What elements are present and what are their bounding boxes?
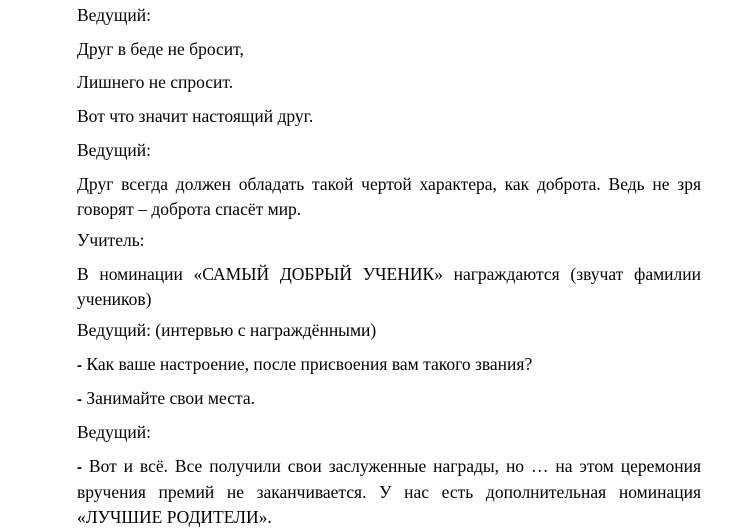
speaker-label <box>77 138 151 163</box>
paragraph-text: Ведущий: (интервью с награждёнными) <box>77 320 377 340</box>
dash-marker: - <box>77 357 82 374</box>
dialogue-line <box>77 454 701 530</box>
dialogue-line <box>77 386 255 412</box>
speaker-label <box>77 318 376 343</box>
speech-paragraph <box>77 172 701 222</box>
paragraph-text: Друг всегда должен обладать такой чертой характера, как доброта. Ведь не зря говорят – доброта спасёт мир. <box>77 174 701 219</box>
paragraph-text: Лишнего не спросит. <box>77 72 234 92</box>
paragraph-text: Вот и всё. Все получили свои заслуженные награды, но … на этом церемония вручения премий не заканчивается. У нас есть дополнительная номинация «ЛУЧШИЕ РОДИТЕЛИ». <box>77 456 701 527</box>
poem-line <box>77 37 244 62</box>
speech-paragraph <box>77 262 701 312</box>
paragraph-text: Ведущий: <box>77 422 151 442</box>
speaker-label <box>77 420 151 445</box>
dash-marker: - <box>77 391 82 408</box>
paragraph-text: В номинации «САМЫЙ ДОБРЫЙ УЧЕНИК» награждаются (звучат фамилии учеников) <box>77 264 701 309</box>
paragraph-text: Друг в беде не бросит, <box>77 39 244 59</box>
paragraph-text: Занимайте свои места. <box>82 388 255 408</box>
dialogue-line <box>77 352 532 378</box>
speaker-label <box>77 3 151 28</box>
dash-marker: - <box>77 459 82 476</box>
paragraph-text: Как ваше настроение, после присвоения вам такого звания? <box>82 354 533 374</box>
paragraph-text: Ведущий: <box>77 140 151 160</box>
paragraph-text: Ведущий: <box>77 5 151 25</box>
speaker-label <box>77 228 145 253</box>
poem-line <box>77 70 233 95</box>
poem-line <box>77 104 313 129</box>
paragraph-text: Учитель: <box>77 230 145 250</box>
paragraph-text: Вот что значит настоящий друг. <box>77 106 314 126</box>
